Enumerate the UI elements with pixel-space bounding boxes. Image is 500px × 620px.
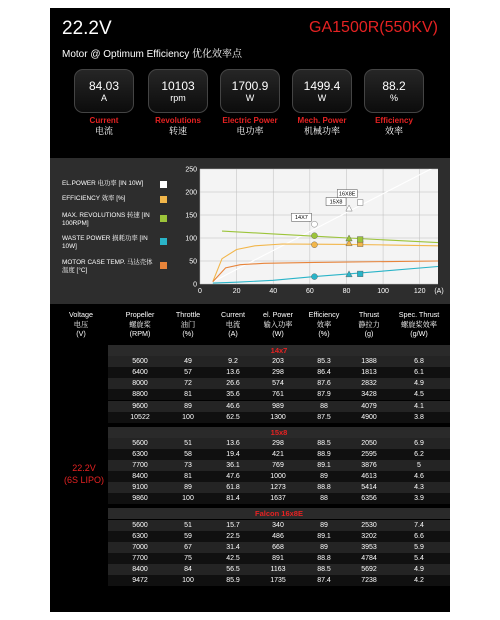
table-row — [108, 367, 450, 378]
header-en: Propeller — [125, 310, 155, 319]
table-cell: 8400 — [132, 473, 148, 481]
table-row — [108, 460, 450, 471]
stat-unit: A — [100, 92, 107, 103]
table-cell: 57 — [184, 369, 192, 377]
table-cell: 59 — [184, 532, 192, 540]
table-row — [108, 564, 450, 575]
propeller-group-title: 15x8 — [108, 427, 450, 438]
table-cell: 6.8 — [414, 358, 424, 366]
table-cell: 15.7 — [226, 521, 240, 529]
table-cell: 6400 — [132, 369, 148, 377]
table-cell: 89.1 — [317, 462, 331, 469]
header-en: Thrust — [358, 310, 380, 319]
x-tick-label: 80 — [342, 288, 351, 295]
header-en: Throttle — [175, 310, 201, 319]
table-cell: 88.9 — [317, 450, 331, 458]
table-cell: 3428 — [361, 391, 377, 399]
y-tick-label: 50 — [189, 258, 197, 266]
stat-label-cn: 转速 — [168, 126, 187, 136]
marker-square — [357, 200, 363, 206]
y-tick-label: 250 — [185, 166, 197, 174]
table-cell: 3202 — [361, 532, 377, 540]
table-cell: 5600 — [132, 439, 148, 447]
stat-unit: W — [245, 92, 255, 103]
header-unit: (%) — [318, 329, 330, 338]
table-cell: 56.5 — [226, 565, 240, 573]
header-cn: 电流 — [225, 319, 241, 329]
table-voltage-cell — [56, 462, 112, 486]
table-row — [108, 542, 450, 553]
stat-box — [74, 69, 134, 113]
table-cell: 88 — [320, 495, 328, 503]
table-cell: 5.9 — [414, 543, 424, 551]
table-cell: 87.9 — [317, 391, 331, 399]
table-cell: 36.1 — [226, 462, 240, 469]
table-cell: 1273 — [270, 484, 286, 492]
marker-square — [357, 271, 363, 277]
subtitle: Motor @ Optimum Efficiency 优化效率点 — [62, 49, 242, 60]
stat-box — [148, 69, 208, 113]
table-cell: 26.6 — [226, 380, 240, 388]
table-cell: 61.8 — [226, 484, 240, 492]
header-cn: 输入功率 — [263, 319, 293, 329]
table-cell: 4784 — [361, 554, 377, 562]
table-row — [108, 412, 450, 423]
header-en: el. Power — [263, 310, 293, 319]
table-cell: 49 — [184, 358, 192, 366]
marker-circle — [311, 274, 317, 280]
table-cell: 421 — [272, 450, 284, 458]
header-cn: 静拉力 — [358, 319, 380, 329]
table-row — [108, 520, 450, 531]
table-cell: 81.4 — [226, 495, 240, 503]
stat-label-cn: 效率 — [384, 126, 403, 136]
table-cell: 3953 — [361, 543, 377, 551]
annotation-label: 16X8E — [338, 191, 356, 198]
table-cell: 4079 — [361, 402, 377, 410]
stat-box — [220, 69, 280, 113]
table-cell: 58 — [184, 450, 192, 458]
table-row — [108, 438, 450, 449]
table-cell: 9100 — [132, 484, 148, 492]
table-cell: 298 — [272, 369, 284, 377]
marker-circle — [311, 221, 317, 227]
table-row — [108, 493, 450, 504]
table-cell: 2530 — [361, 521, 377, 529]
table-cell: 35.6 — [226, 391, 240, 399]
header-unit: (%) — [182, 329, 194, 338]
table-cell: 100 — [182, 413, 194, 421]
table-row — [108, 482, 450, 493]
table-cell: 86.4 — [317, 369, 331, 377]
chart-panel — [50, 158, 450, 304]
x-tick-label: 40 — [269, 288, 278, 295]
propeller-group-title: 14x7 — [108, 345, 450, 356]
table-cell: 1637 — [270, 495, 286, 503]
table-cell: 3876 — [361, 462, 377, 469]
x-tick-label: 0 — [198, 288, 202, 295]
table-row — [108, 575, 450, 586]
stat-value: 10103 — [161, 78, 195, 93]
spec-sheet — [50, 8, 450, 612]
voltage-value: 22.2V — [72, 463, 96, 473]
table-cell: 89 — [320, 543, 328, 551]
table-cell: 4.1 — [414, 402, 424, 410]
stat-value: 1700.9 — [231, 78, 269, 93]
table-cell: 81 — [184, 391, 192, 399]
table-cell: 89.1 — [317, 532, 331, 540]
table-row — [108, 356, 450, 367]
x-tick-label: 120 — [413, 288, 426, 295]
header-en: Current — [221, 310, 245, 319]
table-cell: 3.8 — [414, 413, 424, 421]
header-en: Spec. Thrust — [398, 310, 440, 319]
table-row — [108, 378, 450, 389]
table-row — [108, 531, 450, 542]
table-cell: 1000 — [270, 473, 286, 481]
table-cell: 7700 — [132, 554, 148, 562]
header-unit: (V) — [76, 329, 86, 338]
stat-value: 1499.4 — [303, 78, 341, 93]
header-cn: 螺旋桨效率 — [401, 319, 437, 329]
stat-label: Current — [89, 116, 119, 125]
x-tick-label: 20 — [232, 288, 241, 295]
table-cell: 5 — [417, 462, 421, 469]
marker-circle — [311, 233, 317, 239]
stat-value: 88.2 — [382, 78, 406, 93]
table-cell: 84 — [184, 565, 192, 573]
x-tick-label: 60 — [305, 288, 314, 295]
table-cell: 67 — [184, 543, 192, 551]
table-cell: 989 — [272, 402, 284, 410]
header-cn: 效率 — [316, 319, 332, 329]
table-cell: 668 — [272, 543, 284, 551]
table-cell: 5600 — [132, 521, 148, 529]
table-cell: 769 — [272, 462, 284, 469]
table-cell: 5.4 — [414, 554, 424, 562]
table-cell: 1813 — [361, 369, 377, 377]
table-cell: 5414 — [361, 484, 377, 492]
x-axis-unit: (A) — [434, 288, 444, 295]
table-cell: 7.4 — [414, 521, 424, 529]
legend-label: MAX. REVOLUTIONS 转速 [IN 100RPM] — [62, 212, 150, 227]
table-cell: 81 — [184, 473, 192, 481]
stat-label: Electric Power — [222, 116, 278, 125]
table-cell: 9.2 — [228, 358, 238, 366]
table-cell: 4613 — [361, 473, 377, 481]
table-cell: 100 — [182, 495, 194, 503]
table-cell: 2595 — [361, 450, 377, 458]
table-cell: 486 — [272, 532, 284, 540]
table-cell: 87.4 — [317, 577, 331, 584]
table-cell: 6300 — [132, 532, 148, 540]
table-cell: 9472 — [132, 577, 148, 584]
table-cell: 1388 — [361, 358, 377, 366]
voltage-battery: (6S LIPO) — [63, 475, 104, 485]
table-cell: 891 — [272, 554, 284, 562]
table-row — [108, 389, 450, 400]
column-header — [341, 310, 397, 339]
table-cell: 4.9 — [414, 380, 424, 388]
y-tick-label: 0 — [193, 281, 197, 289]
table-cell: 5692 — [361, 565, 377, 573]
stat-label-cn: 机械功率 — [303, 126, 340, 136]
table-cell: 75 — [184, 554, 192, 562]
stat-value: 84.03 — [88, 78, 120, 93]
stat-4 — [362, 69, 426, 137]
table-cell: 1163 — [270, 565, 286, 573]
header-unit: (g) — [364, 329, 374, 338]
table-cell: 4.5 — [414, 391, 424, 399]
table-row — [108, 449, 450, 460]
performance-table — [50, 304, 450, 612]
model-title: GA1500R(550KV) — [309, 19, 438, 36]
header-unit: (g/W) — [410, 329, 428, 338]
stat-unit: rpm — [170, 92, 186, 103]
table-cell: 87.5 — [317, 413, 331, 421]
stat-label-cn: 电功率 — [236, 126, 264, 136]
table-cell: 6300 — [132, 450, 148, 458]
table-cell: 8800 — [132, 391, 148, 399]
header-unit: (RPM) — [129, 329, 151, 338]
stat-label: Revolutions — [155, 116, 201, 125]
table-cell: 62.5 — [226, 413, 240, 421]
table-cell: 89 — [184, 402, 192, 410]
legend-label: EFFICIENCY 效率 [%] — [62, 195, 126, 202]
table-cell: 8000 — [132, 380, 148, 388]
table-cell: 19.4 — [226, 450, 240, 458]
table-cell: 6.6 — [414, 532, 424, 540]
table-cell: 85.3 — [317, 358, 331, 366]
stat-box — [292, 69, 352, 113]
header-unit: (A) — [228, 329, 238, 338]
table-cell: 100 — [182, 577, 194, 584]
table-cell: 6356 — [361, 495, 377, 503]
column-header — [53, 310, 109, 339]
header-en: Voltage — [69, 310, 93, 319]
header-cn: 电压 — [73, 319, 89, 329]
table-cell: 4.6 — [414, 473, 424, 481]
table-cell: 2832 — [361, 380, 377, 388]
voltage-title: 22.2V — [62, 18, 112, 39]
y-tick-label: 150 — [185, 212, 197, 220]
table-cell: 87.6 — [317, 380, 331, 388]
table-cell: 298 — [272, 439, 284, 447]
table-cell: 51 — [184, 439, 192, 447]
stat-label-cn: 电流 — [94, 126, 113, 136]
table-cell: 89 — [320, 473, 328, 481]
table-cell: 4900 — [361, 413, 377, 421]
performance-chart — [50, 158, 450, 304]
table-row — [108, 401, 450, 412]
table-cell: 574 — [272, 380, 284, 388]
table-cell: 72 — [184, 380, 192, 388]
stat-2 — [218, 69, 282, 137]
table-cell: 13.6 — [226, 439, 240, 447]
table-cell: 6.2 — [414, 450, 424, 458]
table-cell: 13.6 — [226, 369, 240, 377]
legend-label: MOTOR CASE TEMP. 马达壳体温度 [°C] — [62, 259, 153, 274]
table-cell: 51 — [184, 521, 192, 529]
table-cell: 42.5 — [226, 554, 240, 562]
table-cell: 88 — [320, 402, 328, 410]
table-cell: 340 — [272, 521, 284, 529]
table-row — [108, 553, 450, 564]
table-cell: 47.6 — [226, 473, 240, 481]
stat-box — [364, 69, 424, 113]
stat-label: Mech. Power — [297, 116, 347, 125]
legend-label: EL.POWER 电功率 [IN 10W] — [62, 180, 144, 187]
table-cell: 88.5 — [317, 439, 331, 447]
table-cell: 89 — [320, 521, 328, 529]
table-cell: 6.1 — [414, 369, 424, 377]
table-cell: 5600 — [132, 358, 148, 366]
annotation-label: 15X8 — [329, 199, 343, 206]
table-cell: 2050 — [361, 439, 377, 447]
table-cell: 3.9 — [414, 495, 424, 503]
header-cn: 螺旋桨 — [129, 319, 151, 329]
header-unit: (W) — [272, 329, 284, 338]
marker-square — [357, 237, 363, 243]
column-header — [391, 310, 447, 339]
marker-circle — [311, 242, 317, 248]
stat-label: Efficiency — [375, 116, 413, 125]
table-cell: 7000 — [132, 543, 148, 551]
stat-1 — [146, 69, 210, 137]
table-cell: 4.3 — [414, 484, 424, 492]
header-cn: 油门 — [180, 319, 196, 329]
legend-label: WASTE POWER 损耗功率 [IN 10W] — [62, 235, 148, 250]
stat-3 — [290, 69, 354, 137]
table-row — [108, 471, 450, 482]
header-en: Efficiency — [308, 310, 340, 319]
stat-unit: W — [317, 92, 327, 103]
annotation-label: 14X7 — [294, 215, 308, 222]
table-cell: 203 — [272, 358, 284, 366]
table-cell: 4.2 — [414, 577, 424, 584]
table-cell: 88.5 — [317, 565, 331, 573]
table-cell: 9600 — [132, 402, 148, 410]
table-cell: 9860 — [132, 495, 148, 503]
table-cell: 7238 — [361, 577, 377, 584]
table-cell: 31.4 — [226, 543, 240, 551]
y-tick-label: 100 — [185, 235, 197, 243]
x-tick-label: 100 — [377, 288, 389, 295]
y-tick-label: 200 — [185, 189, 197, 197]
table-cell: 46.6 — [226, 402, 240, 410]
table-cell: 22.5 — [226, 532, 240, 540]
table-cell: 761 — [272, 391, 284, 399]
table-cell: 88.8 — [317, 484, 331, 492]
stat-0 — [72, 69, 136, 137]
table-cell: 6.9 — [414, 439, 424, 447]
stat-unit: % — [389, 92, 398, 103]
table-cell: 4.9 — [414, 565, 424, 573]
table-cell: 1735 — [270, 577, 286, 584]
table-cell: 73 — [184, 462, 192, 469]
table-cell: 1300 — [270, 413, 286, 421]
table-cell: 89 — [184, 484, 192, 492]
propeller-group-title: Falcon 16x8E — [108, 508, 450, 519]
table-cell: 85.9 — [226, 577, 240, 584]
table-cell: 88.8 — [317, 554, 331, 562]
table-cell: 7700 — [132, 462, 148, 469]
table-cell: 8400 — [132, 565, 148, 573]
table-cell: 10522 — [130, 413, 150, 421]
